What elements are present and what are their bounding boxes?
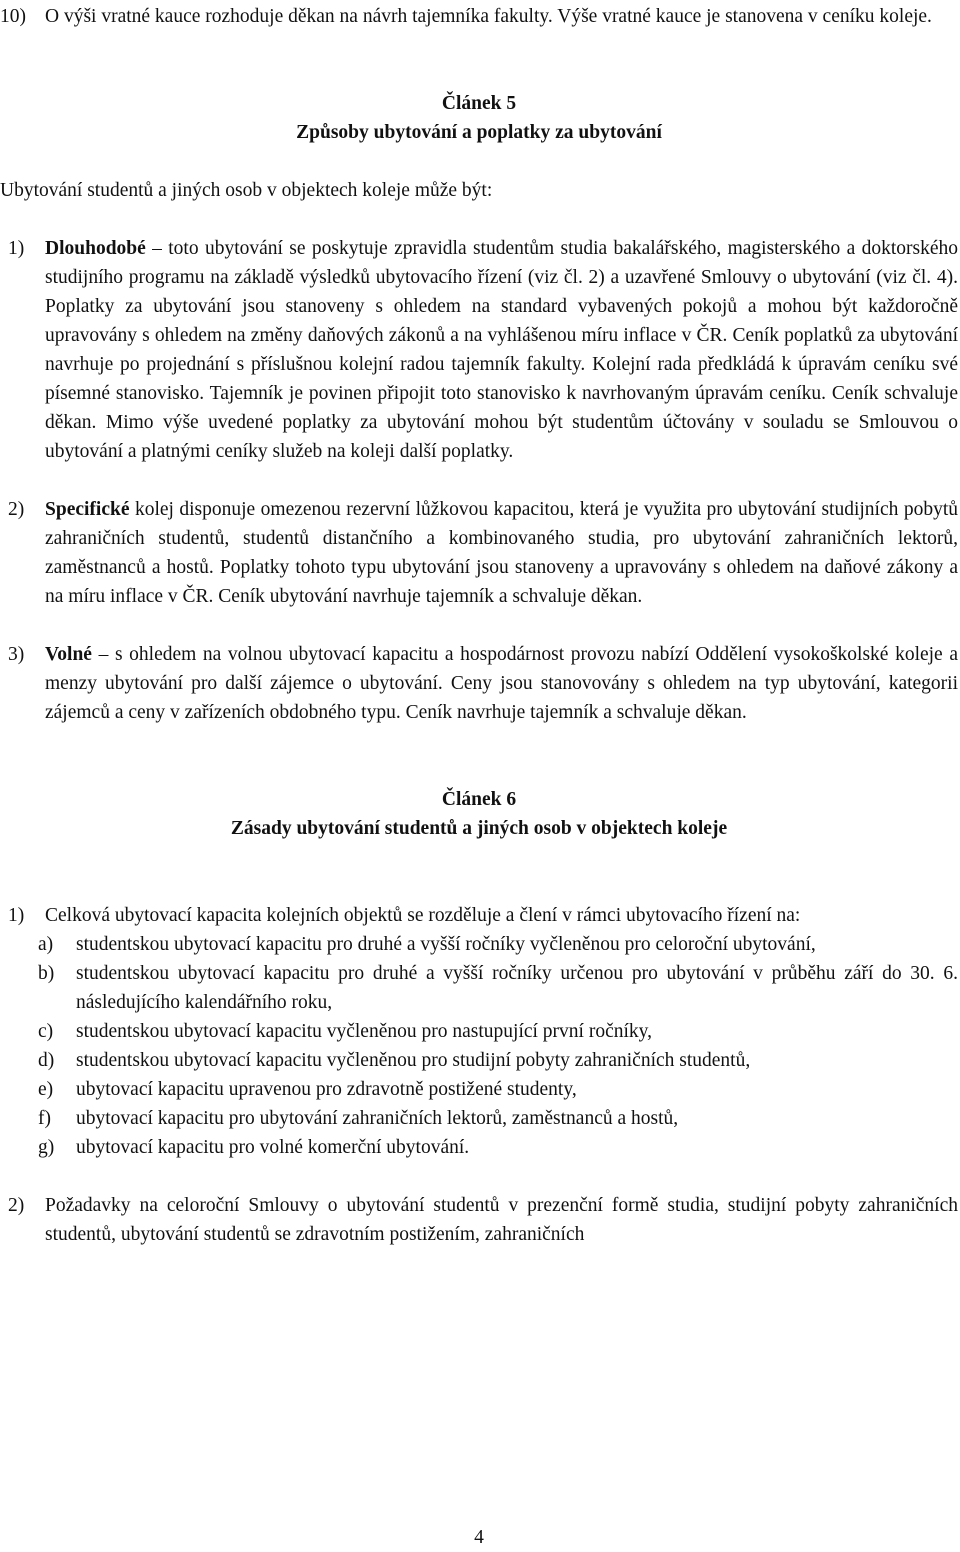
item-number: 1) [8,238,25,259]
list-text: ubytovací kapacitu pro ubytování zahraničních lektorů, zaměstnanců a hostů, [76,1108,679,1129]
item-text: Celková ubytovací kapacita kolejních objektů se rozděluje a člení v rámci ubytovacího řízení na: [45,905,801,926]
list-item-b [0,959,958,1017]
article-6-subtitle: Zásady ubytování studentů a jiných osob v objektech koleje [230,818,728,839]
article-5-item-1 [0,234,958,466]
list-item-g [0,1133,958,1162]
item-number: 3) [8,644,25,665]
item-term: Specifické [45,499,130,520]
page-number: 4 [474,1527,484,1548]
article-5-lead: Ubytování studentů a jiných osob v objektech koleje může být: [0,180,493,201]
article-6-item-2 [0,1191,958,1249]
list-label: c) [38,1021,54,1042]
paragraph-text: O výši vratné kauce rozhoduje děkan na návrh tajemníka fakulty. Výše vratné kauce je stanovena v ceníku koleje. [45,6,932,27]
article-5-item-3 [0,640,958,727]
list-item-c [0,1017,958,1046]
item-text: kolej disponuje omezenou rezervní lůžkovou kapacitou, která je využita pro ubytování studijních pobytů zahraničních studentů, studentů distančního a kombinovaného studia, pro ubytování zahraničních lektorů, zaměstnanců a hostů. Poplatky tohoto typu ubytování jsou stanoveny a upravovány s ohledem na daňové zákony a na míru inflace v ČR. Ceník ubytování navrhuje tajemník a schvaluje děkan. [45,499,958,607]
list-item-d [0,1046,958,1075]
list-label: b) [38,963,55,984]
item-text: Požadavky na celoroční Smlouvy o ubytování studentů v prezenční formě studia, studijní pobyty zahraničních studentů, ubytování studentů se zdravotním postižením, zahraničních [45,1195,958,1245]
item-number: 10) [0,6,26,27]
list-label: a) [38,934,54,955]
article-5-subtitle: Způsoby ubytování a poplatky za ubytování [296,122,662,143]
list-text: studentskou ubytovací kapacitu pro druhé a vyšší ročníky určenou pro ubytování v průběhu září do 30. 6. následujícího kalendářního roku, [76,963,958,1013]
list-label: f) [38,1108,51,1129]
article-5-title: Článek 5 [441,93,517,114]
item-number: 1) [8,905,25,926]
article-6-item-1 [0,901,958,930]
item-term: Volné [45,644,92,665]
list-text: ubytovací kapacitu pro volné komerční ubytování. [76,1137,470,1158]
list-item-e [0,1075,958,1104]
article-5-item-2 [0,495,958,611]
list-text: studentskou ubytovací kapacitu vyčleněnou pro nastupující první ročníky, [76,1021,653,1042]
item-number: 2) [8,499,25,520]
document-page [0,2,958,1249]
list-label: d) [38,1050,55,1071]
list-item-f [0,1104,958,1133]
item-text: – toto ubytování se poskytuje zpravidla studentům studia bakalářského, magisterského a doktorského studijního programu na základě výsledků ubytovacího řízení (viz čl. 2) a uzavřené Smlouvy o ubytování (viz čl. 4). Poplatky za ubytování jsou stanoveny s ohledem na standard vybavených pokojů a mohou být každoročně upravovány s ohledem na změny daňových zákonů a na vyhlášenou míru inflace v ČR. Ceník poplatků za ubytování navrhuje po projednání s příslušnou kolejní radou tajemník fakulty. Kolejní rada předkládá k úpravám ceníku své písemné stanovisko. Tajemník je povinen připojit toto stanovisko k navrhovaným úpravám ceníku. Ceník schvaluje děkan. Mimo výše uvedené poplatky za ubytování mohou být studentům účtovány v souladu se Smlouvou o ubytování a platnými ceníky služeb na koleji další poplatky. [45,238,958,462]
list-item-a [0,930,958,959]
article-6-title: Článek 6 [441,789,517,810]
list-label: g) [38,1137,55,1158]
item-number: 2) [8,1195,25,1216]
list-label: e) [38,1079,54,1100]
item-term: Dlouhodobé [45,238,146,259]
list-text: studentskou ubytovací kapacitu pro druhé a vyšší ročníky vyčleněnou pro celoroční ubytování, [76,934,816,955]
item-text: – s ohledem na volnou ubytovací kapacitu a hospodárnost provozu nabízí Oddělení vysokoškolské koleje a menzy ubytování pro další zájemce o ubytování. Ceny jsou stanovovány s ohledem na typ ubytování, kategorii zájemců a ceny v zařízeních obdobného typu. Ceník navrhuje tajemník a schvaluje děkan. [45,644,958,723]
paragraph-10 [0,2,958,31]
list-text: ubytovací kapacitu upravenou pro zdravotně postižené studenty, [76,1079,577,1100]
list-text: studentskou ubytovací kapacitu vyčleněnou pro studijní pobyty zahraničních studentů, [76,1050,751,1071]
